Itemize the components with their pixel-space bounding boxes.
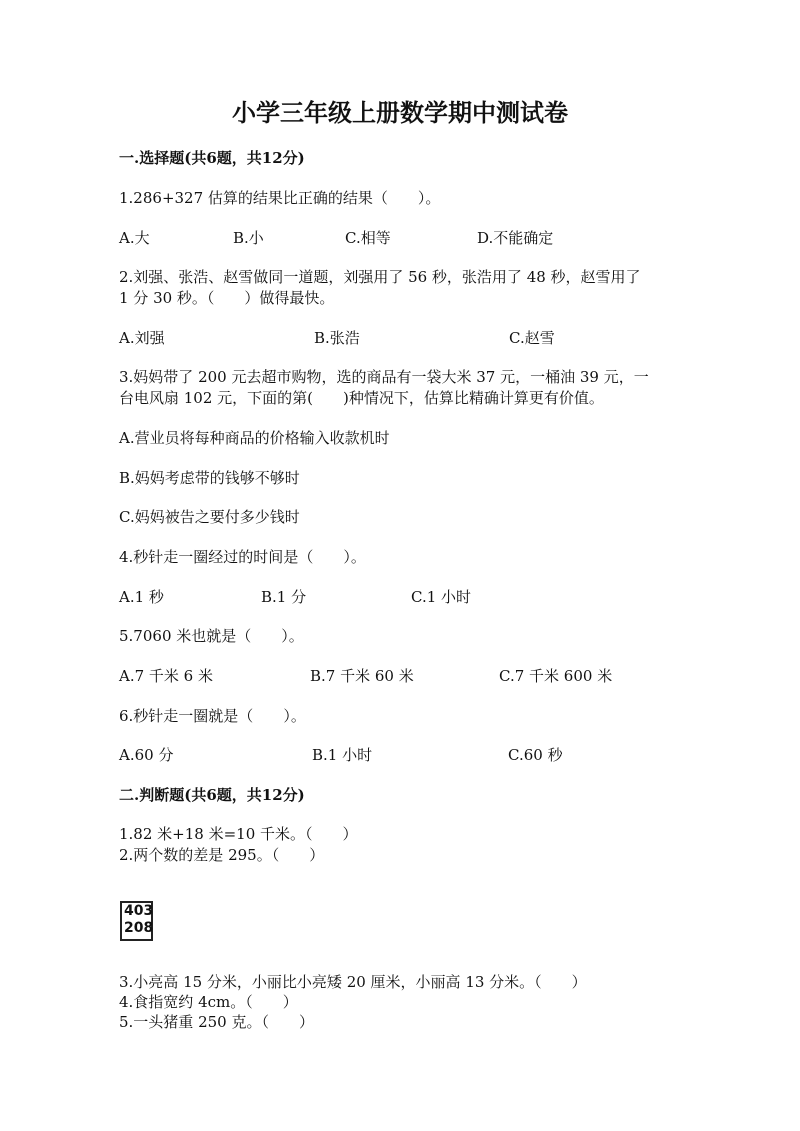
judge-question-3: 3.小亮高 15 分米，小丽比小亮矮 20 厘米，小丽高 13 分米。（ ） [119, 973, 587, 991]
judge-question-2: 2.两个数的差是 295。（ ） [119, 846, 325, 864]
q5-option-c: C.7 千米 600 米 [499, 667, 613, 685]
question-6-text: 6.秒针走一圈就是（ ）。 [119, 707, 306, 725]
q2-option-a: A.刘强 [119, 329, 165, 347]
q4-option-a: A.1 秒 [119, 588, 164, 606]
question-4-text: 4.秒针走一圈经过的时间是（ ）。 [119, 548, 366, 566]
q3-option-a: A.营业员将每种商品的价格输入收款机时 [119, 429, 390, 447]
question-2-line-1: 2.刘强、张浩、赵雪做同一道题，刘强用了 56 秒，张浩用了 48 秒，赵雪用了 [119, 268, 641, 286]
judge-question-4: 4.食指宽约 4cm。（ ） [119, 993, 298, 1011]
question-1-text: 1.286+327 估算的结果比正确的结果（ ）。 [119, 189, 441, 207]
q1-option-d: D.不能确定 [477, 229, 554, 247]
q4-option-b: B.1 分 [261, 588, 307, 606]
q5-option-a: A.7 千米 6 米 [119, 667, 213, 685]
q3-option-c: C.妈妈被告之要付多少钱时 [119, 508, 300, 526]
figure-number-bottom: 208 [124, 920, 154, 936]
q1-option-a: A.大 [119, 229, 150, 247]
page-title: 小学三年级上册数学期中测试卷 [232, 98, 568, 127]
question-2-line-2: 1 分 30 秒。（ ）做得最快。 [119, 289, 335, 307]
q2-option-b: B.张浩 [314, 329, 360, 347]
q6-option-b: B.1 小时 [312, 746, 373, 764]
q5-option-b: B.7 千米 60 米 [310, 667, 414, 685]
section-heading-choice: 一.选择题(共6题，共12分) [119, 149, 305, 167]
section-heading-true-false: 二.判断题(共6题，共12分) [119, 786, 305, 804]
number-figure [120, 901, 153, 941]
question-3-line-2: 台电风扇 102 元，下面的第( )种情况下，估算比精确计算更有价值。 [119, 389, 604, 407]
q1-option-c: C.相等 [345, 229, 391, 247]
judge-question-5: 5.一头猪重 250 克。（ ） [119, 1013, 314, 1031]
q1-option-b: B.小 [233, 229, 264, 247]
q3-option-b: B.妈妈考虑带的钱够不够时 [119, 469, 300, 487]
q4-option-c: C.1 小时 [411, 588, 472, 606]
figure-number-top: 403 [124, 903, 154, 919]
question-3-line-1: 3.妈妈带了 200 元去超市购物，选的商品有一袋大米 37 元，一桶油 39 元，一 [119, 368, 649, 386]
judge-question-1: 1.82 米+18 米=10 千米。（ ） [119, 825, 358, 843]
question-5-text: 5.7060 米也就是（ ）。 [119, 627, 304, 645]
q6-option-c: C.60 秒 [508, 746, 563, 764]
q2-option-c: C.赵雪 [509, 329, 555, 347]
q6-option-a: A.60 分 [119, 746, 174, 764]
